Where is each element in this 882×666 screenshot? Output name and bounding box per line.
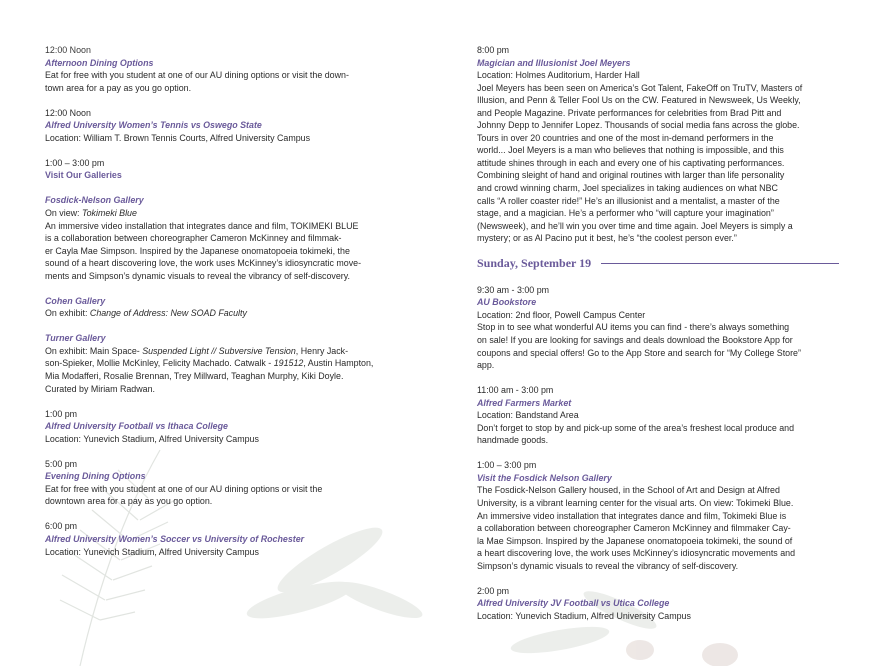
event-desc: app.	[477, 360, 495, 371]
event-time: 8:00 pm	[477, 45, 510, 55]
event-desc: Joel Meyers has been seen on America’s Got Talent, FakeOff on TruTV, Masters of	[477, 82, 803, 93]
gallery-desc: An immersive video installation that integrates dance and film, TOKIMEKI BLUE	[45, 220, 359, 231]
gallery-title: Cohen Gallery	[45, 295, 106, 306]
event-desc: on sale! If you are looking for savings and deals download the Bookstore App for	[477, 334, 793, 345]
event-time: 11:00 am - 3:00 pm	[477, 385, 554, 396]
event-desc: Johnny Depp to Jennifer Lopez. Thousands of social media fans across the globe.	[477, 120, 800, 131]
event-title: Alfred University JV Football vs Utica College	[477, 598, 670, 609]
gallery-fosdick-nelson	[45, 194, 410, 282]
event-title: Afternoon Dining Options	[45, 57, 154, 68]
exhibit-title: Change of Address: New SOAD Faculty	[89, 308, 247, 319]
exhibit-artists: , Austin Hampton,	[303, 358, 374, 369]
event-desc: Eat for free with you student at one of our AU dining options or visit the down-	[45, 70, 349, 81]
event-desc: Eat for free with you student at one of our AU dining options or visit the	[45, 483, 323, 494]
event-title: Visit Our Galleries	[45, 170, 122, 181]
event-desc: coupons and special offers! Go to the App Store and search for “My College Store”	[477, 347, 801, 358]
gallery-desc: ments and Simpson’s dynamic visuals to reveal the vibrancy of self-discovery.	[45, 270, 351, 281]
event-location: Location: Yunevich Stadium, Alfred University Campus	[45, 433, 259, 444]
event-desc: and People Magazine. Private performances for celebrities from Brad Pitt and	[477, 107, 782, 118]
gallery-title: Fosdick-Nelson Gallery	[45, 195, 144, 206]
event-afternoon-dining	[45, 44, 410, 94]
gallery-desc: er Cayla Mae Simpson. Inspired by the Japanese onomatopoeia tokimeki, the	[45, 245, 350, 256]
event-desc: stage, and a magician. He’s a performer who “will capture your imagination”	[477, 208, 774, 219]
event-time: 12:00 Noon	[45, 45, 91, 55]
event-title: Magician and Illusionist Joel Meyers	[477, 57, 631, 68]
event-time: 1:00 – 3:00 pm	[477, 460, 537, 471]
event-time: 6:00 pm	[45, 521, 78, 532]
event-desc: and crowd winning charm, Joel specializes in taking audiences on what NBC	[477, 183, 778, 194]
event-football-ithaca	[45, 408, 410, 446]
gallery-desc: is a collaboration between choreographer Cameron McKinney and filmmak-	[45, 233, 342, 244]
event-time: 12:00 Noon	[45, 107, 91, 118]
event-time: 2:00 pm	[477, 585, 510, 596]
event-desc: a collaboration between choreographer Cameron McKinney and filmmaker Cay-	[477, 523, 791, 534]
event-desc: An immersive video installation that integrates dance and film, Tokimeki Blue is	[477, 510, 787, 521]
right-column	[477, 44, 839, 635]
event-desc: Don’t forget to stop by and pick-up some of the area’s freshest local produce and	[477, 422, 795, 433]
event-desc: Tours in over 20 countries and one of the most in-demand performers in the	[477, 132, 774, 143]
day-heading-sunday	[477, 257, 839, 270]
gallery-turner	[45, 332, 410, 395]
event-evening-dining	[45, 458, 410, 508]
exhibit-title: Suspended Light // Subversive Tension	[142, 345, 296, 356]
event-title: Alfred University Women’s Soccer vs University of Rochester	[45, 533, 305, 544]
event-location: Location: William T. Brown Tennis Courts, Alfred University Campus	[45, 132, 311, 143]
event-jv-football-utica	[477, 585, 839, 623]
day-heading-text: Sunday, September 19	[477, 256, 592, 271]
event-desc: (Newsweek), and he’ll win you over time and time again. Joel Meyers is simply a	[477, 220, 793, 231]
event-farmers-market	[477, 384, 839, 447]
event-desc: The Fosdick-Nelson Gallery housed, in the School of Art and Design at Alfred	[477, 485, 780, 496]
event-magician-joel-meyers	[477, 44, 839, 245]
gallery-desc: sound of a heart discovering love, the work uses McKinney’s idiosyncratic move-	[45, 258, 362, 269]
event-womens-soccer	[45, 520, 410, 558]
event-title: AU Bookstore	[477, 297, 537, 308]
event-location: Location: Bandstand Area	[477, 410, 579, 421]
day-heading-rule	[601, 263, 839, 264]
exhibit-artists: , Henry Jack-	[295, 345, 349, 356]
event-location: Location: Yunevich Stadium, Alfred University Campus	[477, 610, 691, 621]
event-title: Alfred Farmers Market	[477, 397, 572, 408]
event-desc: a heart discovering love, the work uses McKinney’s idiosyncratic movements and	[477, 548, 796, 559]
event-visit-galleries	[45, 157, 410, 182]
event-fosdick-nelson-visit	[477, 459, 839, 572]
exhibit-label: On exhibit:	[45, 308, 90, 319]
exhibit-title: 191512	[273, 358, 304, 369]
exhibit-artists: son-Spieker, Mollie McKinley, Felicity Machado. Catwalk -	[45, 358, 274, 369]
gallery-cohen	[45, 295, 410, 320]
event-location: Location: Yunevich Stadium, Alfred University Campus	[45, 546, 259, 557]
onview-label: On view:	[45, 207, 82, 218]
event-time: 1:00 – 3:00 pm	[45, 157, 105, 168]
event-desc: Simpson’s dynamic visuals to reveal the vibrancy of self-discovery.	[477, 560, 739, 571]
event-location: Location: 2nd floor, Powell Campus Center	[477, 309, 646, 320]
gallery-desc: Mia Modafferi, Rosalie Brennan, Trey Millward, Teaghan Murphy, Kiki Doyle.	[45, 370, 344, 381]
event-time: 9:30 am - 3:00 pm	[477, 284, 550, 295]
event-title: Alfred University Women’s Tennis vs Oswego State	[45, 120, 262, 131]
event-title: Evening Dining Options	[45, 471, 146, 482]
event-au-bookstore	[477, 284, 839, 372]
onview-title: Tokimeki Blue	[82, 207, 137, 218]
event-desc: calls “A roller coaster ride!” He’s an illusionist and a mentalist, a master of the	[477, 195, 780, 206]
event-desc: handmade goods.	[477, 435, 549, 446]
event-womens-tennis	[45, 107, 410, 145]
event-desc: world... Joel Meyers is a man who believes that nothing is impossible, and this	[477, 145, 784, 156]
event-desc: downtown area for a pay as you go option.	[45, 496, 213, 507]
pinecone-decoration	[626, 640, 738, 666]
event-desc: Stop in to see what wonderful AU items you can find - there’s always something	[477, 322, 790, 333]
event-desc: Illusion, and Penn & Teller Fool Us on the CW. Featured in Newsweek, Us Weekly,	[477, 95, 801, 106]
gallery-exhibit	[45, 307, 410, 320]
left-column	[45, 44, 410, 571]
gallery-desc: Curated by Miriam Radwan.	[45, 383, 155, 394]
event-time: 5:00 pm	[45, 458, 78, 469]
gallery-desc	[45, 357, 410, 370]
event-desc: attitude shines through in each and every one of his captivating performances.	[477, 157, 785, 168]
event-desc: University, is a vibrant learning center for the visual arts. On view: Tokimeki Blue.	[477, 498, 794, 508]
event-desc: la Mae Simpson. Inspired by the Japanese onomatopoeia tokimeki, the sound of	[477, 535, 793, 546]
event-time: 1:00 pm	[45, 408, 78, 419]
event-location: Location: Holmes Auditorium, Harder Hall	[477, 70, 640, 81]
gallery-title: Turner Gallery	[45, 333, 106, 344]
exhibit-label: On exhibit: Main Space-	[45, 345, 143, 356]
event-title: Alfred University Football vs Ithaca College	[45, 421, 228, 432]
gallery-onview	[45, 207, 410, 220]
gallery-desc	[45, 345, 410, 358]
event-desc: town area for a pay as you go option.	[45, 82, 192, 93]
event-title: Visit the Fosdick Nelson Gallery	[477, 472, 612, 483]
event-desc: mystery; or as Al Pacino put it best, he’s “the coolest person ever.”	[477, 233, 737, 244]
event-desc: Combining sleight of hand and original routines with larger than life personality	[477, 170, 785, 181]
